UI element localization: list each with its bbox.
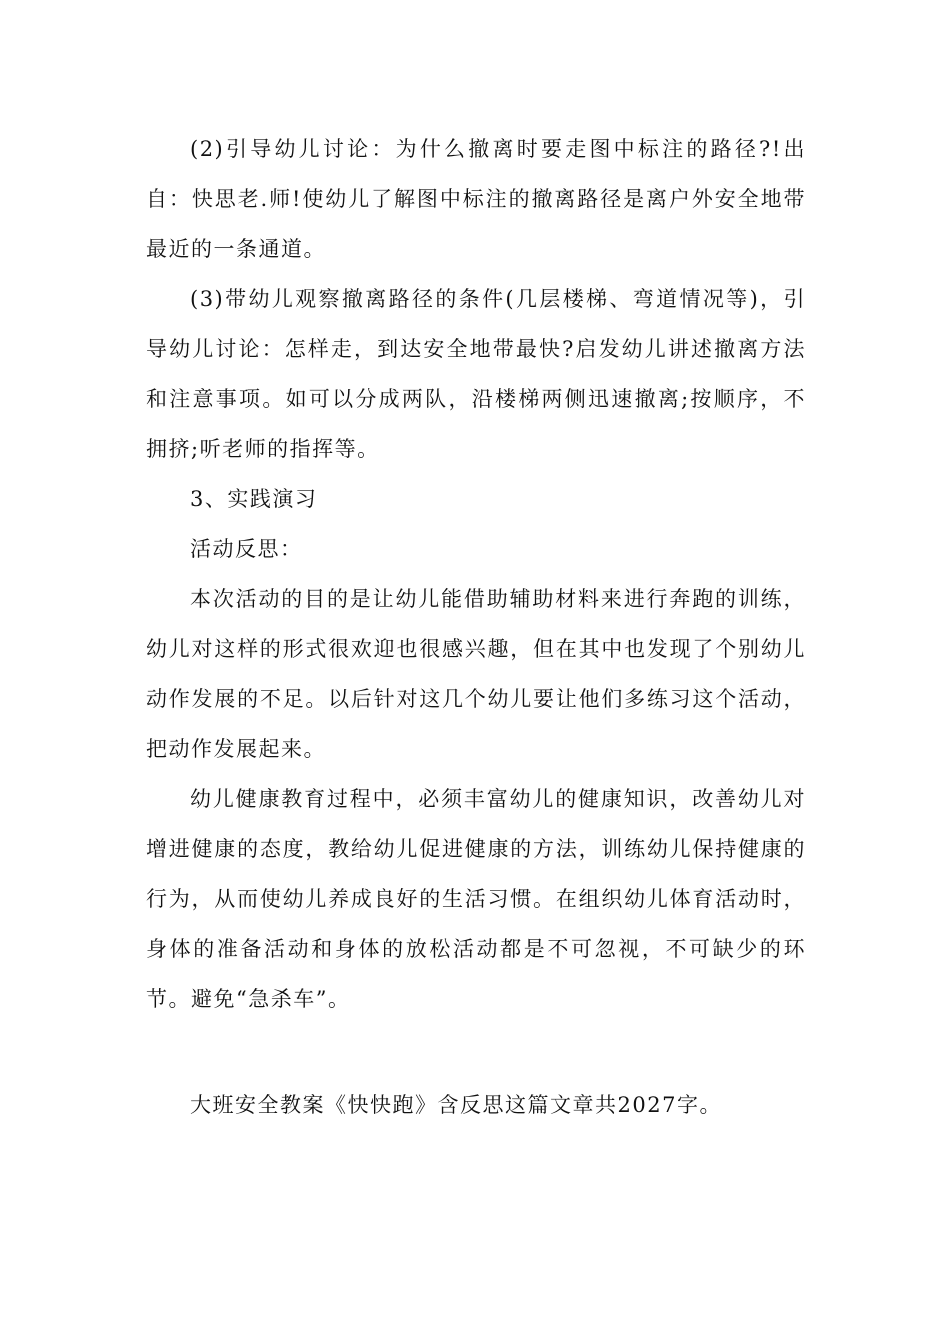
section-heading-practice: 3、实践演习 bbox=[190, 487, 318, 511]
paragraph-observe-route: (3)带幼儿观察撤离路径的条件(几层楼梯、弯道情况等)，引导幼儿讨论：怎样走，到达安全地带最快?启发幼儿讲述撤离方法和注意事项。如可以分成两队，沿楼梯两侧迅速撤离;按顺序，不拥挤;听老师的指挥等。 bbox=[146, 287, 806, 461]
paragraph-guide-discussion: (2)引导幼儿讨论：为什么撤离时要走图中标注的路径?!出自：快思老.师!使幼儿了解图中标注的撤离路径是离户外安全地带最近的一条通道。 bbox=[146, 137, 806, 261]
footer-word-count-note: 大班安全教案《快快跑》含反思这篇文章共2027字。 bbox=[190, 1093, 722, 1117]
section-heading-reflection: 活动反思： bbox=[190, 537, 303, 561]
paragraph-reflection-2: 幼儿健康教育过程中，必须丰富幼儿的健康知识，改善幼儿对增进健康的态度，教给幼儿促进健康的方法，训练幼儿保持健康的行为，从而使幼儿养成良好的生活习惯。在组织幼儿体育活动时，身体的准备活动和身体的放松活动都是不可忽视，不可缺少的环节。避免“急杀车”。 bbox=[146, 787, 806, 1011]
paragraph-reflection-1: 本次活动的目的是让幼儿能借助辅助材料来进行奔跑的训练，幼儿对这样的形式很欢迎也很感兴趣，但在其中也发现了个别幼儿动作发展的不足。以后针对这几个幼儿要让他们多练习这个活动，把动作发展起来。 bbox=[146, 587, 806, 761]
